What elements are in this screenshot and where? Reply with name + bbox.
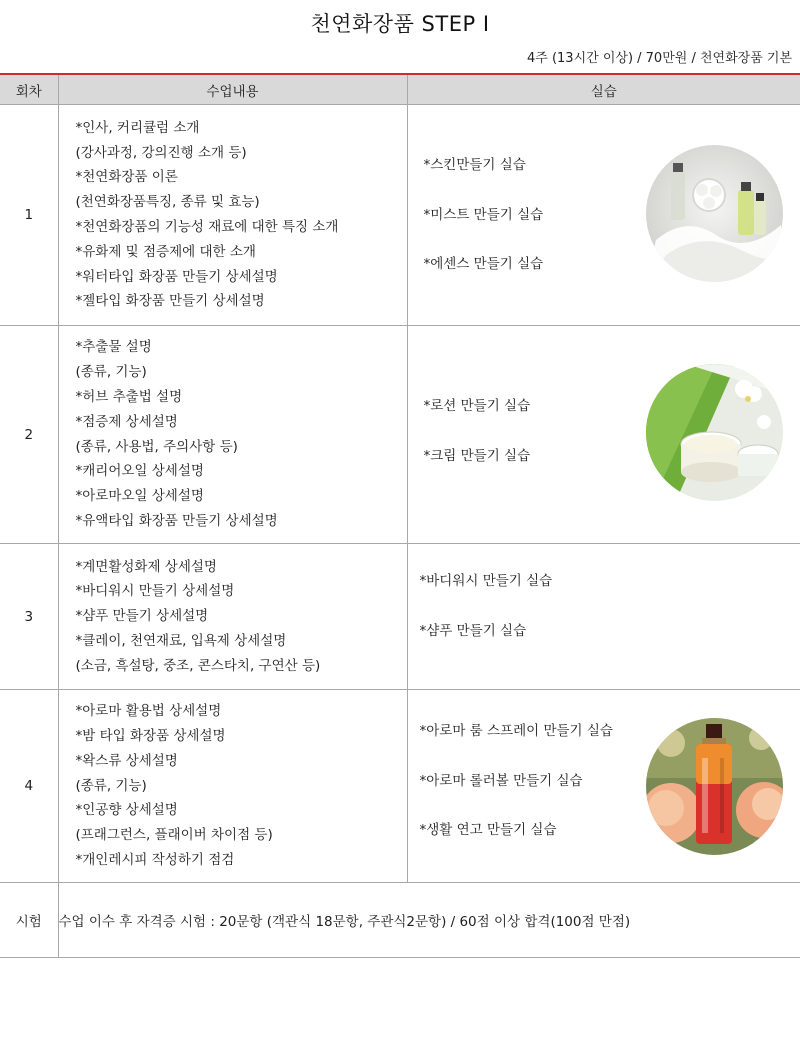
table-row xyxy=(0,690,800,883)
content-line: *점증제 상세설명 xyxy=(75,413,178,430)
session-number: 2 xyxy=(0,326,58,544)
session-number: 4 xyxy=(0,690,58,883)
practice-item: *크림 만들기 실습 xyxy=(423,447,531,464)
practice-cell xyxy=(407,544,800,690)
content-line: *인공향 상세설명 xyxy=(75,802,178,819)
content-line: *샴푸 만들기 상세설명 xyxy=(75,608,209,625)
practice-cell xyxy=(407,326,800,544)
page-title: 천연화장품 STEP Ⅰ xyxy=(310,12,490,36)
practice-item: *에센스 만들기 실습 xyxy=(423,256,544,272)
content-line: (강사과정, 강의진행 소개 등) xyxy=(75,144,247,161)
content-line: *계면활성화제 상세설명 xyxy=(75,558,217,575)
course-summary: 4주 (13시간 이상) / 70만원 / 천연화장품 기본 xyxy=(527,51,792,66)
session-number: 1 xyxy=(0,105,58,326)
header-content: 수업내용 xyxy=(58,74,407,105)
content-line: *천연화장품 이론 xyxy=(75,169,178,186)
header-practice: 실습 xyxy=(407,74,800,105)
content-line: *바디워시 만들기 상세설명 xyxy=(75,583,235,600)
practice-item: *아로마 룸 스프레이 만들기 실습 xyxy=(419,723,613,739)
content-line: *인사, 커리큘럼 소개 xyxy=(75,119,200,136)
practice-item: *미스트 만들기 실습 xyxy=(423,206,544,223)
content-line: (천연화장품특징, 종류 및 효능) xyxy=(75,194,260,211)
exam-description: 수업 이수 후 자격증 시험 : 20문항 (객관식 18문항, 주관식2문항) / 60점 이상 합격(100점 만점) xyxy=(58,883,800,958)
content-line: *추출물 설명 xyxy=(75,339,152,356)
content-line: *아로마오일 상세설명 xyxy=(75,488,204,505)
content-line: *젤타입 화장품 만들기 상세설명 xyxy=(75,293,265,310)
content-line: (프래그런스, 플래이버 차이점 등) xyxy=(75,827,273,844)
practice-cell xyxy=(407,690,800,883)
content-line: *유화제 및 점증제에 대한 소개 xyxy=(75,243,256,260)
content-line: *클레이, 천연재료, 입욕제 상세설명 xyxy=(75,632,287,649)
practice-item: *생활 연고 만들기 실습 xyxy=(419,822,557,838)
perfume-bottle-roses-photo xyxy=(646,718,783,855)
practice-item: *바디워시 만들기 실습 xyxy=(419,573,553,589)
skincare-bottles-photo xyxy=(646,145,783,282)
table-row xyxy=(0,544,800,690)
table-row xyxy=(0,326,800,544)
content-line: *개인레시피 작성하기 점검 xyxy=(75,851,235,868)
curriculum-table xyxy=(0,73,800,958)
content-line: *천연화장품의 기능성 재료에 대한 특징 소개 xyxy=(75,219,339,235)
practice-cell xyxy=(407,105,800,326)
content-line: *유액타입 화장품 만들기 상세설명 xyxy=(75,512,278,529)
content-line: *아로마 활용법 상세설명 xyxy=(75,703,222,720)
content-line: (종류, 기능) xyxy=(75,364,147,381)
content-cell xyxy=(58,326,407,544)
content-cell xyxy=(58,690,407,883)
exam-label: 시험 xyxy=(0,883,58,958)
content-line: (종류, 사용법, 주의사항 등) xyxy=(75,438,238,455)
header-session: 회차 xyxy=(0,74,58,105)
content-line: (소금, 흑설탕, 중조, 콘스타치, 구연산 등) xyxy=(75,657,321,674)
practice-item: *스킨만들기 실습 xyxy=(423,157,526,173)
content-line: (종류, 기능) xyxy=(75,777,147,794)
content-cell xyxy=(58,544,407,690)
practice-item: *로션 만들기 실습 xyxy=(423,398,531,414)
content-line: *워터타입 화장품 만들기 상세설명 xyxy=(75,268,278,285)
table-header-row xyxy=(0,74,800,105)
content-line: *밤 타입 화장품 상세설명 xyxy=(75,728,226,744)
practice-item: *샴푸 만들기 실습 xyxy=(419,622,527,639)
session-number: 3 xyxy=(0,544,58,690)
practice-item: *아로마 롤러볼 만들기 실습 xyxy=(419,772,583,789)
content-line: *캐리어오일 상세설명 xyxy=(75,463,204,480)
content-cell xyxy=(58,105,407,326)
exam-row xyxy=(0,883,800,958)
content-line: *왁스류 상세설명 xyxy=(75,752,178,769)
table-row xyxy=(0,105,800,326)
content-line: *허브 추출법 설명 xyxy=(75,388,183,405)
cream-jars-photo xyxy=(646,364,783,501)
